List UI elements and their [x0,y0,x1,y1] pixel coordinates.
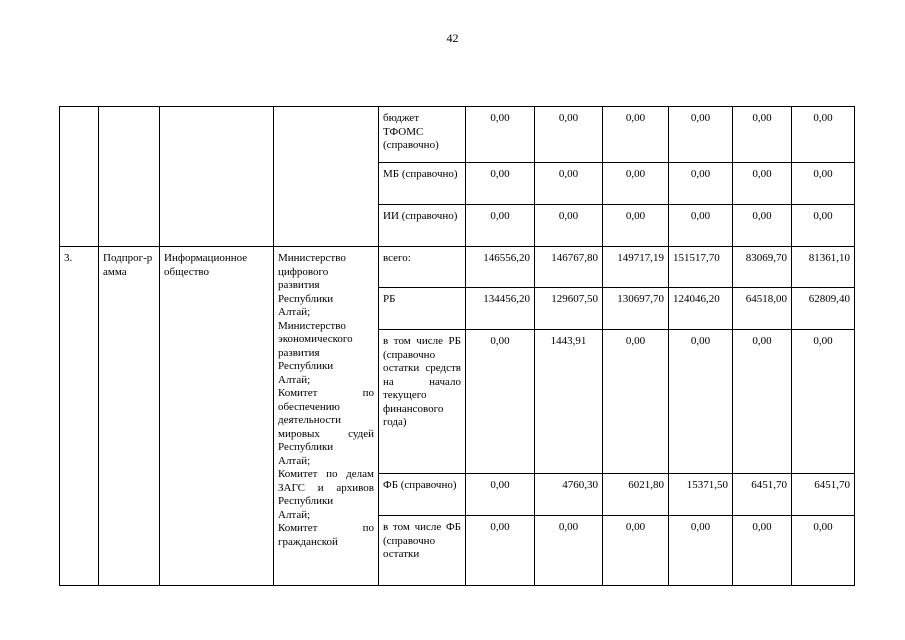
value-cell: 0,00 [603,516,669,586]
executor-line: Министерство [278,319,346,332]
source-cell: ИИ (справочно) [379,205,466,247]
value-cell: 0,00 [733,107,792,163]
executor-line: Комитет по делам [278,468,374,480]
value-cell: 64518,00 [733,288,792,330]
value-cell: 0,00 [466,107,535,163]
executor-line: Республики [278,441,334,453]
value-cell: 129607,50 [535,288,603,330]
page-number: 42 [446,31,459,45]
value-cell: 0,00 [603,163,669,205]
value-cell: 0,00 [466,330,535,474]
value-cell: 0,00 [603,107,669,163]
value-cell: 0,00 [535,205,603,247]
value-cell: 134456,20 [466,288,535,330]
executor-line: Алтай; [278,306,311,318]
executor-line: Алтай; [278,508,311,521]
executor-line: Комитет по [278,387,374,399]
value-cell: 151517,70 [669,247,733,288]
source-cell: ФБ (справочно) [379,474,466,516]
executor-line: деятельности [278,414,341,426]
value-cell: 0,00 [466,474,535,516]
value-cell: 0,00 [792,516,855,586]
value-cell: 6021,80 [603,474,669,516]
value-cell: 0,00 [535,516,603,586]
source-cell: в том числе РБ (справочно остатки средств на начало текущего финансового года) [379,330,466,474]
value-cell: 0,00 [733,330,792,474]
executor-line: цифрового [278,265,329,278]
source-cell: в том числе ФБ (справочно остатки [379,516,466,586]
executor-line: Министерство [278,252,346,264]
value-cell: 0,00 [466,516,535,586]
executor-line: Республики [278,292,334,305]
value-cell: 62809,40 [792,288,855,330]
value-cell: 0,00 [792,330,855,474]
empty-cell [99,107,160,247]
value-cell: 15371,50 [669,474,733,516]
value-cell: 0,00 [669,205,733,247]
value-cell: 0,00 [669,330,733,474]
executor-line: обеспечению [278,400,340,413]
value-cell: 6451,70 [733,474,792,516]
value-cell: 146767,80 [535,247,603,288]
value-cell: 149717,19 [603,247,669,288]
value-cell: 1443,91 [535,330,603,474]
value-cell: 0,00 [466,205,535,247]
value-cell: 130697,70 [603,288,669,330]
source-cell: МБ (справочно) [379,163,466,205]
program-type: Подпрог-рамма [99,247,160,586]
table-row [60,107,855,163]
source-cell: РБ [379,288,466,330]
executor-line: Республики [278,495,334,507]
value-cell: 124046,20 [669,288,733,330]
value-cell: 0,00 [792,163,855,205]
budget-table [59,106,855,586]
executor-line: гражданской [278,535,338,548]
value-cell: 0,00 [669,107,733,163]
value-cell: 0,00 [792,107,855,163]
value-cell: 4760,30 [535,474,603,516]
value-cell: 146556,20 [466,247,535,288]
empty-cell [60,107,99,247]
executor-line: Алтай; [278,454,311,467]
value-cell: 0,00 [535,163,603,205]
program-executors [274,247,379,586]
row-number: 3. [60,247,99,586]
value-cell: 0,00 [733,205,792,247]
executor-line: Комитет по [278,522,374,534]
empty-cell [274,107,379,247]
source-cell: всего: [379,247,466,288]
table-row [60,247,855,288]
value-cell: 0,00 [733,516,792,586]
value-cell: 81361,10 [792,247,855,288]
value-cell: 6451,70 [792,474,855,516]
empty-cell [160,107,274,247]
value-cell: 83069,70 [733,247,792,288]
value-cell: 0,00 [603,205,669,247]
executor-line: развития [278,346,320,359]
executor-line: мировых судей [278,427,374,440]
executor-line: экономического [278,333,353,345]
program-name: Информационное общество [160,247,274,586]
value-cell: 0,00 [535,107,603,163]
value-cell: 0,00 [466,163,535,205]
value-cell: 0,00 [733,163,792,205]
value-cell: 0,00 [792,205,855,247]
executor-line: развития [278,279,320,291]
value-cell: 0,00 [603,330,669,474]
source-cell: бюджет ТФОМС (справочно) [379,107,466,163]
value-cell: 0,00 [669,163,733,205]
value-cell: 0,00 [669,516,733,586]
executor-line: ЗАГС и архивов [278,481,374,494]
executor-line: Республики [278,360,334,372]
executor-line: Алтай; [278,373,311,386]
